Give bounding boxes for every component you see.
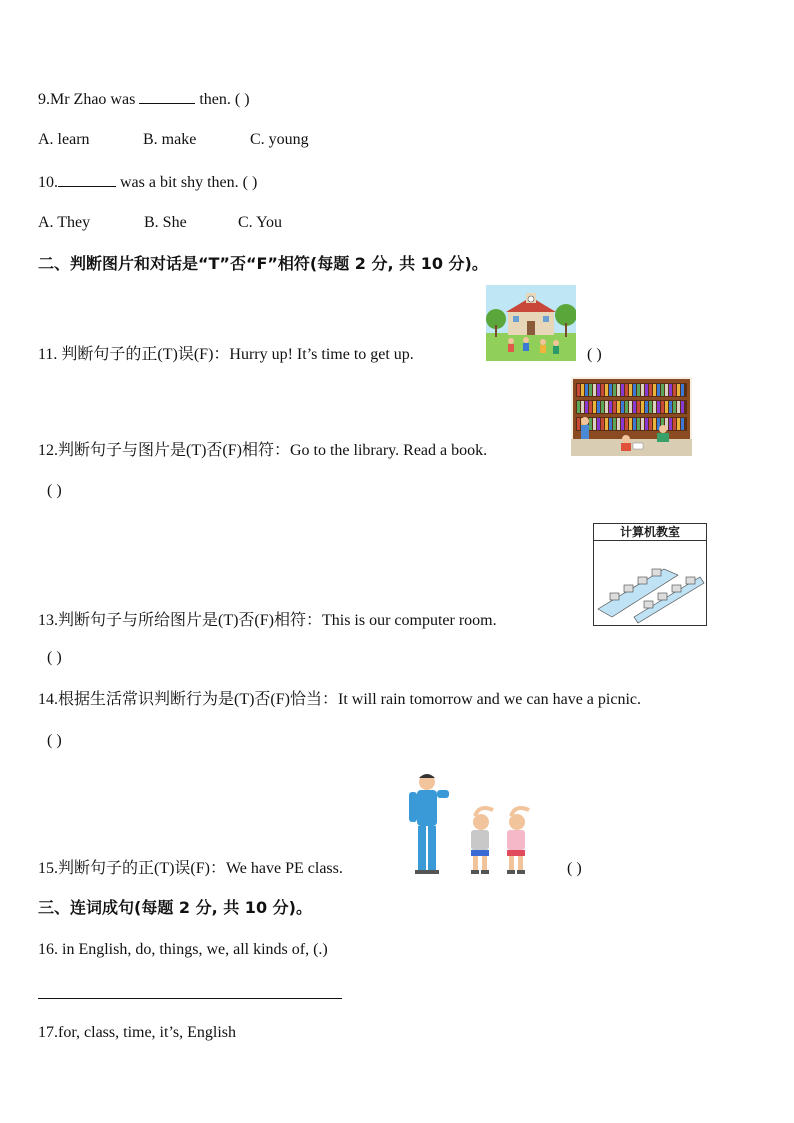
option-b: B. make <box>143 131 197 148</box>
question-13: 13.判断句子与所给图片是(T)否(F)相符：This is our computer room. <box>38 612 497 629</box>
answer-paren[interactable]: ( ) <box>47 732 62 749</box>
computer-room-image <box>593 523 707 626</box>
answer-blank[interactable] <box>58 171 116 187</box>
answer-paren[interactable]: ( ) <box>587 346 602 363</box>
section-3-title: 三、连词成句(每题 2 分, 共 10 分)。 <box>38 898 312 917</box>
question-12: 12.判断句子与图片是(T)否(F)相符：Go to the library. Read a book. <box>38 442 488 459</box>
question-9-prefix: 9.Mr Zhao was <box>38 91 140 108</box>
question-11: 11. 判断句子的正(T)误(F)：Hurry up! It’s time to get up. <box>38 346 414 363</box>
question-9-suffix: then. ( ) <box>195 91 250 108</box>
pe-class-image <box>405 770 553 876</box>
option-c: C. young <box>250 131 309 148</box>
option-c: C. You <box>238 214 283 231</box>
question-10-prefix: 10. <box>38 174 58 191</box>
question-10-suffix: was a bit shy then. ( ) <box>116 174 258 191</box>
computer-room-label: 计算机教室 <box>594 524 706 541</box>
question-9 <box>38 88 250 110</box>
option-b: B. She <box>144 214 187 231</box>
answer-paren[interactable]: ( ) <box>47 649 62 666</box>
answer-line[interactable] <box>38 998 342 999</box>
question-14: 14.根据生活常识判断行为是(T)否(F)恰当：It will rain tomorrow and we can have a picnic. <box>38 691 641 708</box>
question-15: 15.判断句子的正(T)误(F)：We have PE class. <box>38 860 343 877</box>
answer-paren[interactable]: ( ) <box>47 482 62 499</box>
answer-blank[interactable] <box>139 88 195 104</box>
question-10 <box>38 171 257 193</box>
option-a: A. learn <box>38 131 90 148</box>
library-bookshelf-image <box>571 377 692 456</box>
answer-paren[interactable]: ( ) <box>567 860 582 877</box>
question-17: 17.for, class, time, it’s, English <box>38 1024 237 1041</box>
question-16: 16. in English, do, things, we, all kinds of, (.) <box>38 941 328 958</box>
section-2-title: 二、判断图片和对话是“T”否“F”相符(每题 2 分, 共 10 分)。 <box>38 254 488 273</box>
option-a: A. They <box>38 214 91 231</box>
school-kids-running-image <box>486 285 576 361</box>
